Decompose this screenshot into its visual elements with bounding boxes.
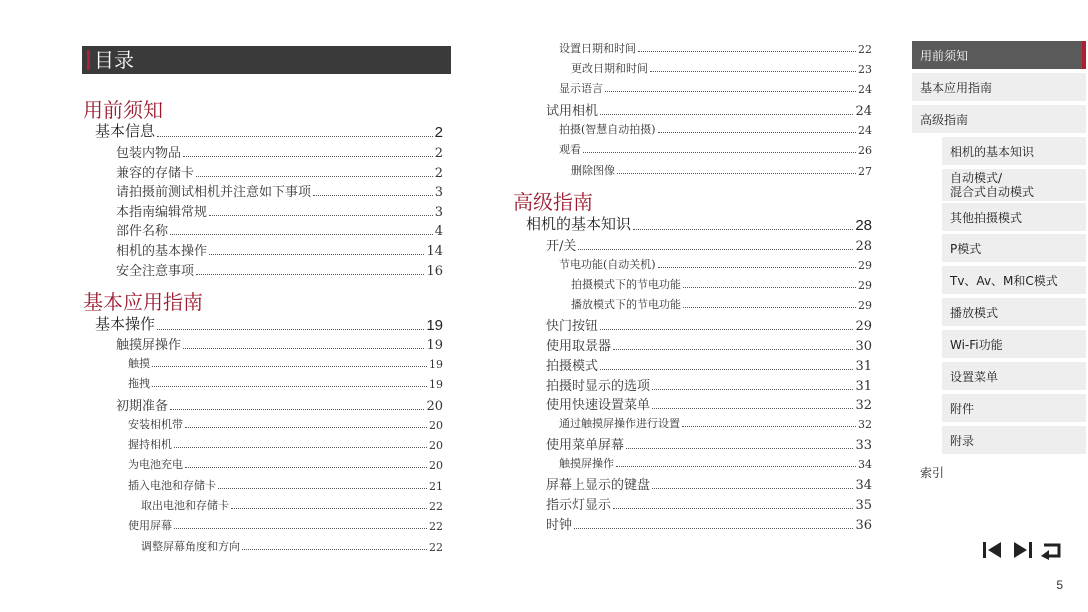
toc-item[interactable] (546, 355, 872, 374)
toc-label: 安装相机带 (128, 418, 183, 431)
return-icon (1040, 540, 1062, 560)
toc-item[interactable] (559, 455, 872, 471)
toc-page: 29 (858, 299, 872, 312)
toc-group-basic-ops[interactable] (95, 313, 443, 334)
dot-leader (626, 448, 853, 449)
return-button[interactable] (1040, 539, 1062, 561)
toc-item[interactable] (546, 494, 872, 513)
toc-item[interactable] (128, 477, 443, 493)
section-heading-basic-guide: 基本应用指南 (83, 290, 203, 314)
toc-item[interactable] (559, 141, 872, 157)
active-marker (1082, 41, 1086, 69)
toc-label: 相机的基本知识 (526, 216, 632, 233)
toc-item[interactable] (559, 121, 872, 137)
dot-leader (185, 427, 427, 428)
toc-page: 20 (429, 419, 443, 432)
toc-page: 2 (434, 166, 443, 181)
toc-item[interactable] (141, 497, 443, 513)
nav-label: 附件 (950, 401, 975, 416)
toc-page: 3 (434, 185, 443, 200)
title-accent (87, 50, 90, 70)
dot-leader (183, 156, 433, 157)
nav-camera-basics[interactable] (942, 137, 1086, 165)
toc-item[interactable] (546, 434, 872, 453)
toc-page: 31 (855, 379, 872, 394)
toc-page: 20 (426, 399, 443, 414)
toc-page: 26 (858, 144, 872, 157)
toc-page: 19 (426, 338, 443, 353)
nav-label: 基本应用指南 (920, 80, 993, 95)
toc-label: 相机的基本操作 (116, 244, 208, 259)
page-number: 5 (1056, 578, 1063, 592)
dot-leader (617, 173, 856, 174)
toc-label: 请拍摄前测试相机并注意如下事项 (116, 185, 312, 200)
nav-auto-mode[interactable] (942, 169, 1086, 201)
nav-settings-menu[interactable] (942, 362, 1086, 390)
dot-leader (633, 229, 853, 230)
toc-page: 35 (855, 498, 872, 513)
prev-page-button[interactable] (982, 539, 1004, 561)
dot-leader (185, 467, 427, 468)
toc-page: 33 (855, 438, 872, 453)
toc-label: 握持相机 (128, 438, 172, 451)
nav-label: 播放模式 (950, 305, 999, 320)
section-heading-before-use: 用前须知 (83, 98, 163, 122)
toc-label: 基本操作 (95, 316, 156, 333)
dot-leader (157, 329, 424, 330)
dot-leader (183, 348, 424, 349)
dot-leader (682, 426, 856, 427)
dot-leader (583, 152, 856, 153)
toc-page: 2 (434, 124, 443, 141)
dot-leader (242, 549, 427, 550)
toc-item[interactable] (116, 181, 443, 200)
nav-label: Wi-Fi功能 (950, 337, 1003, 352)
dot-leader (196, 176, 433, 177)
dot-leader (683, 307, 856, 308)
toc-label: 指示灯显示 (546, 498, 612, 513)
nav-index[interactable] (912, 458, 1086, 486)
toc-item[interactable] (116, 395, 443, 414)
toc-label: 拍摄(智慧自动拍摄) (559, 123, 656, 136)
toc-label: 观看 (559, 143, 581, 156)
nav-before-use[interactable] (912, 41, 1086, 69)
toc-page: 34 (855, 478, 872, 493)
nav-playback[interactable] (942, 298, 1086, 326)
dot-leader (218, 488, 427, 489)
toc-label: 部件名称 (116, 224, 169, 239)
toc-page: 28 (855, 217, 872, 234)
nav-label: 相机的基本知识 (950, 144, 1035, 159)
toc-label: 本指南编辑常规 (116, 205, 208, 220)
toc-page: 31 (855, 359, 872, 374)
prev-arrow-icon (983, 540, 1003, 560)
dot-leader (152, 366, 427, 367)
toc-item[interactable] (571, 60, 872, 76)
toc-item[interactable] (116, 240, 443, 259)
dot-leader (157, 136, 433, 137)
toc-label: 调整屏幕角度和方向 (141, 540, 240, 553)
toc-label: 取出电池和存储卡 (141, 499, 229, 512)
dot-leader (613, 349, 853, 350)
toc-label: 使用快速设置菜单 (546, 398, 651, 413)
nav-label: P模式 (950, 241, 982, 256)
toc-item[interactable] (571, 296, 872, 312)
nav-label: 高级指南 (920, 112, 969, 127)
toc-page: 22 (429, 541, 443, 554)
toc-page: 27 (858, 165, 872, 178)
next-page-button[interactable] (1011, 539, 1033, 561)
dot-leader (600, 114, 853, 115)
dot-leader (170, 234, 433, 235)
toc-page: 21 (429, 480, 443, 493)
nav-label: 其他拍摄模式 (950, 210, 1023, 225)
toc-label: 为电池充电 (128, 458, 183, 471)
toc-label: 快门按钮 (546, 319, 599, 334)
toc-page: 32 (855, 398, 872, 413)
dot-leader (600, 329, 853, 330)
toc-label: 兼容的存储卡 (116, 166, 195, 181)
nav-advanced-guide[interactable] (912, 105, 1086, 133)
toc-page: 22 (858, 43, 872, 56)
nav-label: 设置菜单 (950, 369, 999, 384)
dot-leader (658, 132, 856, 133)
nav-label: Tv、Av、M和C模式 (950, 273, 1058, 288)
dot-leader (652, 408, 853, 409)
nav-other-modes[interactable] (942, 203, 1086, 231)
toc-label: 插入电池和存储卡 (128, 479, 216, 492)
toc-item[interactable] (128, 416, 443, 432)
toc-label: 使用菜单屏幕 (546, 438, 625, 453)
dot-leader (683, 287, 856, 288)
nav-tv-av-m-c-mode[interactable] (942, 266, 1086, 294)
nav-label: 用前须知 (920, 48, 969, 63)
dot-leader (600, 369, 853, 370)
toc-item[interactable] (559, 415, 872, 431)
toc-item[interactable] (559, 80, 872, 96)
toc-label: 设置日期和时间 (559, 42, 636, 55)
dot-leader (658, 267, 856, 268)
toc-label: 拍摄模式 (546, 359, 599, 374)
dot-leader (209, 254, 424, 255)
toc-label: 触摸 (128, 357, 150, 370)
toc-page: 29 (855, 319, 872, 334)
toc-group-camera-basics[interactable] (526, 213, 872, 234)
dot-leader (613, 508, 853, 509)
toc-item[interactable] (116, 201, 443, 220)
dot-leader (638, 51, 856, 52)
section-heading-advanced: 高级指南 (513, 190, 593, 214)
toc-item[interactable] (546, 514, 872, 533)
toc-page: 29 (858, 279, 872, 292)
toc-page: 22 (429, 520, 443, 533)
dot-leader (616, 466, 856, 467)
toc-item[interactable] (116, 142, 443, 161)
toc-label: 时钟 (546, 518, 573, 533)
dot-leader (574, 528, 853, 529)
nav-basic-guide[interactable] (912, 73, 1086, 101)
toc-label: 试用相机 (546, 104, 599, 119)
toc-item[interactable] (128, 355, 443, 371)
toc-label: 拖拽 (128, 377, 150, 390)
toc-label: 播放模式下的节电功能 (571, 298, 681, 311)
toc-item[interactable] (546, 335, 872, 354)
toc-label: 节电功能(自动关机) (559, 258, 656, 271)
toc-page: 22 (429, 500, 443, 513)
toc-label: 显示语言 (559, 82, 603, 95)
toc-title-bar (82, 46, 451, 74)
nav-label: 附录 (950, 433, 975, 448)
dot-leader (209, 215, 433, 216)
nav-accessories[interactable] (942, 394, 1086, 422)
toc-page: 14 (426, 244, 443, 259)
nav-p-mode[interactable] (942, 234, 1086, 262)
dot-leader (578, 249, 853, 250)
toc-item[interactable] (546, 375, 872, 394)
toc-page: 4 (434, 224, 443, 239)
toc-page: 19 (429, 358, 443, 371)
next-arrow-icon (1012, 540, 1032, 560)
toc-page: 34 (858, 458, 872, 471)
dot-leader (174, 528, 427, 529)
page-title: 目录 (94, 48, 134, 72)
toc-label: 通过触摸屏操作进行设置 (559, 417, 680, 430)
toc-label: 使用取景器 (546, 339, 612, 354)
toc-item[interactable] (116, 260, 443, 279)
nav-wifi[interactable] (942, 330, 1086, 358)
dot-leader (152, 386, 427, 387)
toc-label: 使用屏幕 (128, 519, 172, 532)
toc-page: 29 (858, 259, 872, 272)
toc-item[interactable] (116, 334, 443, 353)
toc-label: 拍摄时显示的选项 (546, 379, 651, 394)
nav-label: 自动模式/ (950, 171, 1003, 185)
nav-label: 索引 (920, 465, 945, 480)
toc-item[interactable] (546, 315, 872, 334)
toc-item[interactable] (116, 162, 443, 181)
toc-page: 23 (858, 63, 872, 76)
dot-leader (174, 447, 427, 448)
toc-page: 19 (429, 378, 443, 391)
dot-leader (605, 91, 856, 92)
toc-page: 24 (855, 104, 872, 119)
toc-label: 更改日期和时间 (571, 62, 648, 75)
dot-leader (650, 71, 856, 72)
toc-label: 触摸屏操作 (116, 338, 182, 353)
toc-label: 屏幕上显示的键盘 (546, 478, 651, 493)
toc-item[interactable] (546, 394, 872, 413)
dot-leader (652, 488, 853, 489)
toc-page: 16 (426, 264, 443, 279)
toc-item[interactable] (128, 456, 443, 472)
toc-page: 24 (858, 83, 872, 96)
toc-item[interactable] (546, 100, 872, 119)
toc-item[interactable] (546, 474, 872, 493)
toc-label: 开/关 (546, 239, 577, 254)
toc-label: 拍摄模式下的节电功能 (571, 278, 681, 291)
toc-label: 基本信息 (95, 123, 156, 140)
dot-leader (196, 274, 424, 275)
toc-page: 28 (855, 239, 872, 254)
toc-label: 包装内物品 (116, 146, 182, 161)
toc-page: 2 (434, 146, 443, 161)
toc-item[interactable] (141, 538, 443, 554)
toc-item[interactable] (571, 276, 872, 292)
toc-item[interactable] (128, 375, 443, 391)
toc-page: 30 (855, 339, 872, 354)
toc-label: 安全注意事项 (116, 264, 195, 279)
toc-item[interactable] (546, 235, 872, 254)
toc-item[interactable] (128, 517, 443, 533)
toc-page: 24 (858, 124, 872, 137)
toc-item[interactable] (571, 162, 872, 178)
toc-page: 32 (858, 418, 872, 431)
nav-label-line2: 混合式自动模式 (950, 185, 1035, 199)
toc-group-basic-info[interactable] (95, 120, 443, 141)
toc-label: 初期准备 (116, 399, 169, 414)
toc-page: 19 (426, 317, 443, 334)
dot-leader (652, 389, 853, 390)
dot-leader (313, 195, 433, 196)
toc-page: 36 (855, 518, 872, 533)
toc-item[interactable] (559, 40, 872, 56)
dot-leader (231, 508, 427, 509)
toc-label: 触摸屏操作 (559, 457, 614, 470)
toc-page: 3 (434, 205, 443, 220)
toc-item[interactable] (116, 220, 443, 239)
toc-label: 删除图像 (571, 164, 615, 177)
nav-appendix[interactable] (942, 426, 1086, 454)
toc-page: 20 (429, 439, 443, 452)
toc-page: 20 (429, 459, 443, 472)
dot-leader (170, 409, 424, 410)
toc-item[interactable] (559, 256, 872, 272)
toc-item[interactable] (128, 436, 443, 452)
